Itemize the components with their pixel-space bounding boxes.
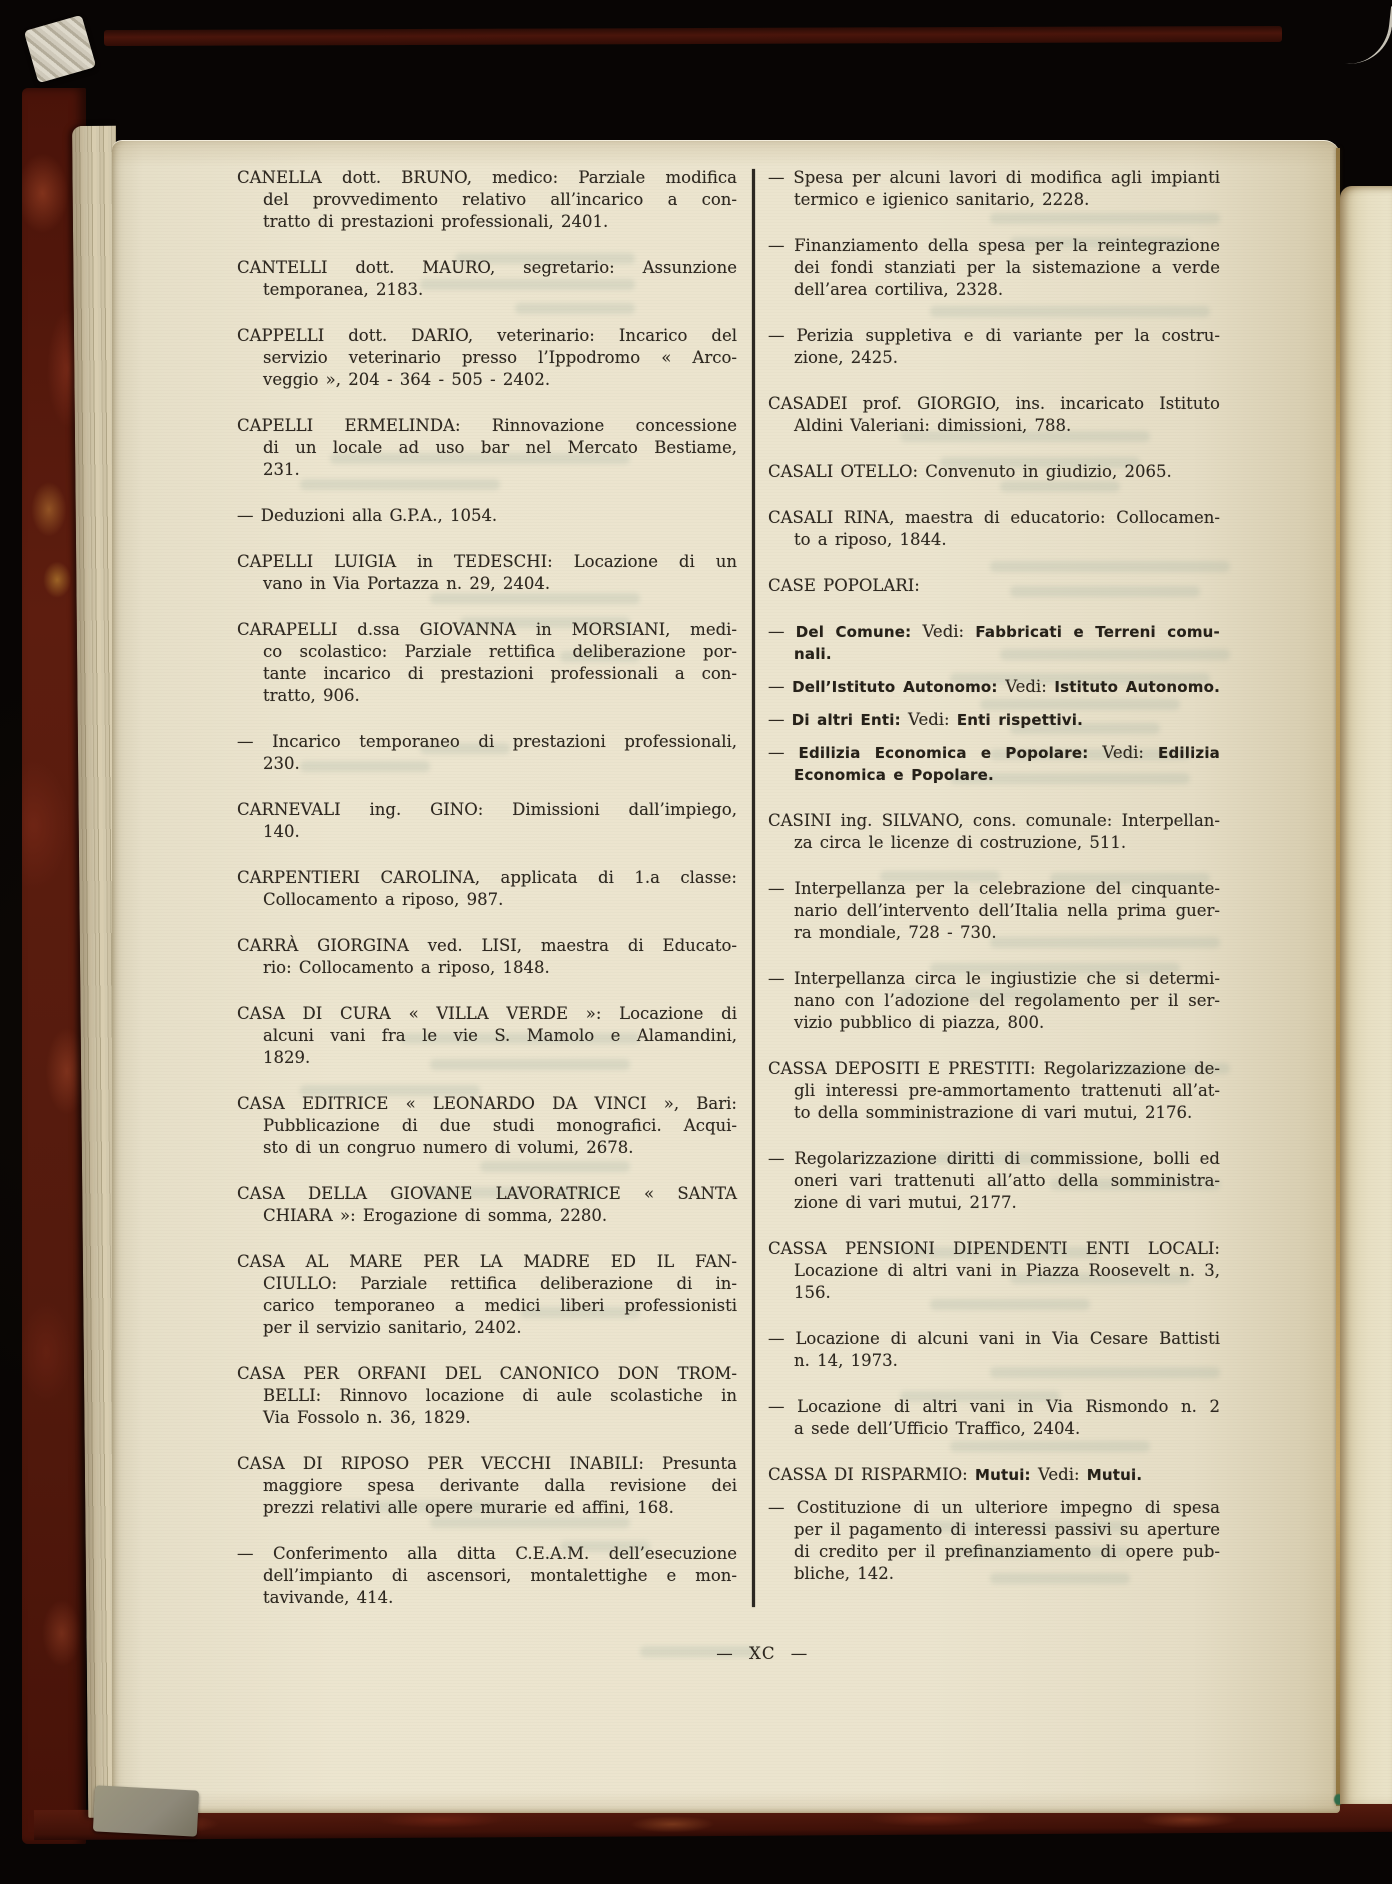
index-entry	[237, 1093, 737, 1159]
printed-line	[237, 731, 737, 753]
printed-line	[237, 663, 737, 685]
text-run: maggiore spesa derivante dalla revisione dei	[263, 1476, 737, 1495]
text-run: oneri vari trattenuti all’atto della somministra-	[794, 1171, 1220, 1190]
printed-line	[768, 990, 1220, 1012]
index-column-left	[237, 167, 737, 1609]
printed-line	[768, 1418, 1220, 1440]
printed-line	[237, 867, 737, 889]
text-run: — Incarico temporaneo di prestazioni professionali,	[237, 732, 737, 751]
text-run: sto di un congruo numero di volumi, 2678.	[263, 1138, 634, 1157]
printed-line	[768, 167, 1220, 189]
printed-line	[768, 764, 1220, 786]
text-run: za circa le licenze di costruzione, 511.	[794, 833, 1127, 852]
index-heading	[768, 575, 1220, 597]
text-run: CASALI RINA, maestra di educatorio: Collocamen-	[768, 508, 1220, 527]
printed-line	[768, 1282, 1220, 1304]
printed-line	[768, 325, 1220, 347]
text-run: vano in Via Portazza n. 29, 2404.	[263, 574, 551, 593]
text-run: — Conferimento alla ditta C.E.A.M. dell’esecuzione	[237, 1544, 737, 1563]
text-run: Pubblicazione di due studi monografici. Acqui-	[263, 1116, 737, 1135]
printed-line	[237, 189, 737, 211]
index-subentry	[237, 731, 737, 775]
index-column-right	[768, 167, 1220, 1585]
printed-line	[237, 167, 737, 189]
text-run: CIULLO: Parziale rettifica deliberazione di in-	[263, 1274, 737, 1293]
index-entry	[768, 461, 1220, 483]
facing-page-sliver	[1340, 186, 1392, 1804]
printed-line	[237, 505, 737, 527]
index-subentry	[768, 676, 1220, 698]
text-run: BELLI: Rinnovo locazione di aule scolastiche in	[263, 1386, 737, 1405]
printed-line	[237, 799, 737, 821]
printed-line	[768, 709, 1220, 731]
index-entry	[768, 393, 1220, 437]
text-run: Del Comune:	[795, 623, 912, 641]
text-run: CASALI OTELLO: Convenuto in giudizio, 2065.	[768, 462, 1172, 481]
printed-line	[237, 641, 737, 663]
printed-line	[237, 1363, 737, 1385]
text-run: — Costituzione di un ulteriore impegno di spesa	[768, 1498, 1220, 1517]
text-run: CASSA PENSIONI DIPENDENTI ENTI LOCALI:	[768, 1239, 1220, 1258]
index-subentry	[768, 878, 1220, 944]
index-subentry	[237, 505, 737, 527]
printed-line	[237, 1565, 737, 1587]
printed-line	[768, 742, 1220, 764]
index-entry	[237, 551, 737, 595]
index-entry	[237, 1003, 737, 1069]
printed-line	[237, 1295, 737, 1317]
text-run: Locazione di altri vani in Piazza Roosevelt n. 3,	[794, 1261, 1220, 1280]
text-run: zione, 2425.	[794, 348, 899, 367]
printed-line	[237, 1003, 737, 1025]
printed-line	[768, 1148, 1220, 1170]
text-run: del provvedimento relativo all’incarico a con-	[263, 190, 737, 209]
printed-line	[237, 957, 737, 979]
index-entry	[237, 867, 737, 911]
text-run: Vedi:	[911, 622, 976, 641]
column-divider-rule	[752, 169, 755, 1607]
text-run: CASSA DEPOSITI E PRESTITI: Regolarizzazione de-	[768, 1059, 1220, 1078]
text-run: to della somministrazione di vari mutui, 2176.	[794, 1103, 1193, 1122]
text-run: Vedi:	[1030, 1465, 1087, 1484]
index-subentry	[768, 621, 1220, 665]
printed-line	[768, 1192, 1220, 1214]
printed-line	[768, 257, 1220, 279]
text-run: CANTELLI dott. MAURO, segretario: Assunzione	[237, 258, 737, 277]
text-run: temporanea, 2183.	[263, 280, 424, 299]
text-run: CARNEVALI ing. GINO: Dimissioni dall’impiego,	[237, 800, 737, 819]
printed-line	[237, 1497, 737, 1519]
text-run: carico temporaneo a medici liberi professionisti	[263, 1296, 737, 1315]
printed-line	[237, 1385, 737, 1407]
printed-line	[768, 1541, 1220, 1563]
text-run: 231.	[263, 460, 300, 479]
text-run: Mutui.	[1086, 1466, 1143, 1484]
text-run: vizio pubblico di piazza, 800.	[794, 1013, 1045, 1032]
text-run: CASA DI RIPOSO PER VECCHI INABILI: Presunta	[237, 1454, 737, 1473]
text-run: n. 14, 1973.	[794, 1351, 898, 1370]
printed-line	[237, 1543, 737, 1565]
printed-line	[768, 968, 1220, 990]
text-run: termico e igienico sanitario, 2228.	[794, 190, 1090, 209]
printed-line	[237, 369, 737, 391]
printed-line	[768, 461, 1220, 483]
index-entry	[237, 167, 737, 233]
text-run: CASINI ing. SILVANO, cons. comunale: Interpellan-	[768, 811, 1220, 830]
text-run: Edilizia	[1158, 744, 1221, 762]
text-run: CAPELLI LUIGIA in TEDESCHI: Locazione di un	[237, 552, 737, 571]
index-entry	[237, 935, 737, 979]
index-subentry	[768, 968, 1220, 1034]
printed-line	[768, 810, 1220, 832]
text-run: CAPPELLI dott. DARIO, veterinario: Incarico del	[237, 326, 737, 345]
printed-line	[768, 529, 1220, 551]
printed-line	[237, 889, 737, 911]
text-run: Collocamento a riposo, 987.	[263, 890, 504, 909]
printed-line	[237, 685, 737, 707]
text-run: Dell’Istituto Autonomo:	[792, 678, 998, 696]
printed-line	[237, 753, 737, 775]
printed-line	[768, 1012, 1220, 1034]
text-run: — Finanziamento della spesa per la reintegrazione	[768, 236, 1220, 255]
text-run: Vedi:	[1088, 743, 1158, 762]
text-run: — Locazione di altri vani in Via Rismondo n. 2	[768, 1397, 1220, 1416]
text-run: per il servizio sanitario, 2402.	[263, 1318, 522, 1337]
text-run: ra mondiale, 728 - 730.	[794, 923, 997, 942]
text-run: dei fondi stanziati per la sistemazione a verde	[794, 258, 1220, 277]
index-subentry	[768, 1396, 1220, 1440]
text-run: di un locale ad uso bar nel Mercato Bestiame,	[263, 438, 737, 457]
text-run: nario dell’intervento dell’Italia nella prima guer-	[794, 901, 1220, 920]
text-run: —	[768, 743, 799, 762]
text-run: Economica e Popolare.	[794, 766, 994, 784]
printed-line	[768, 1328, 1220, 1350]
index-subentry	[768, 1328, 1220, 1372]
text-run: CARRÀ GIORGINA ved. LISI, maestra di Educato-	[237, 936, 737, 955]
printed-line	[768, 279, 1220, 301]
text-run: Di altri Enti:	[791, 711, 901, 729]
printed-line	[768, 393, 1220, 415]
printed-line	[237, 257, 737, 279]
bookmark-ribbon	[24, 15, 97, 83]
text-run: zione di vari mutui, 2177.	[794, 1193, 1017, 1212]
text-run: Fabbricati e Terreni comu-	[975, 623, 1220, 641]
printed-line	[237, 1025, 737, 1047]
text-run: nano con l’adozione del regolamento per il ser-	[794, 991, 1220, 1010]
index-entry	[237, 619, 737, 707]
printed-line	[768, 1497, 1220, 1519]
printed-line	[768, 507, 1220, 529]
index-entry	[768, 1238, 1220, 1304]
text-run: CASADEI prof. GIORGIO, ins. incaricato Istituto	[768, 394, 1220, 413]
text-run: 156.	[794, 1283, 831, 1302]
index-subentry	[768, 742, 1220, 786]
text-run: Enti rispettivi.	[956, 711, 1083, 729]
text-run: di credito per il prefinanziamento di opere pub-	[794, 1542, 1220, 1561]
text-run: CASA DI CURA « VILLA VERDE »: Locazione di	[237, 1004, 737, 1023]
index-subentry	[768, 235, 1220, 301]
text-run: Mutui:	[974, 1466, 1031, 1484]
printed-line	[768, 676, 1220, 698]
index-entry	[237, 1251, 737, 1339]
text-run: — Perizia suppletiva e di variante per la costru-	[768, 326, 1220, 345]
printed-line	[768, 1170, 1220, 1192]
printed-line	[768, 1464, 1220, 1486]
printed-line	[237, 1047, 737, 1069]
printed-line	[237, 1183, 737, 1205]
index-subentry	[768, 325, 1220, 369]
text-run: co scolastico: Parziale rettifica deliberazione por-	[263, 642, 737, 661]
printed-line	[237, 619, 737, 641]
text-run: rio: Collocamento a riposo, 1848.	[263, 958, 550, 977]
left-page	[112, 140, 1340, 1813]
text-run: tratto, 906.	[263, 686, 360, 705]
printed-line	[237, 821, 737, 843]
index-entry	[237, 325, 737, 391]
printed-line	[768, 1102, 1220, 1124]
printed-line	[237, 1115, 737, 1137]
printed-line	[768, 878, 1220, 900]
printed-line	[768, 415, 1220, 437]
printed-line	[237, 437, 737, 459]
index-subentry	[768, 167, 1220, 211]
printed-line	[237, 551, 737, 573]
text-run: to a riposo, 1844.	[794, 530, 947, 549]
printed-line	[768, 1058, 1220, 1080]
text-run: 140.	[263, 822, 300, 841]
printed-line	[237, 1273, 737, 1295]
printed-line	[237, 1137, 737, 1159]
printed-line	[237, 1093, 737, 1115]
index-entry	[237, 799, 737, 843]
index-entry	[768, 1464, 1220, 1486]
index-entry	[237, 1183, 737, 1227]
text-run: Aldini Valeriani: dimissioni, 788.	[794, 416, 1072, 435]
printed-line	[768, 1350, 1220, 1372]
printed-line	[768, 189, 1220, 211]
printed-line	[768, 1238, 1220, 1260]
printed-line	[237, 459, 737, 481]
text-run: — Deduzioni alla G.P.A., 1054.	[237, 506, 498, 525]
text-run: per il pagamento di interessi passivi su aperture	[794, 1520, 1220, 1539]
printed-line	[237, 1251, 737, 1273]
printed-line	[237, 935, 737, 957]
text-run: Via Fossolo n. 36, 1829.	[263, 1408, 471, 1427]
printed-line	[768, 832, 1220, 854]
text-run: Vedi:	[997, 677, 1055, 696]
printed-line	[237, 211, 737, 233]
printed-line	[237, 1475, 737, 1497]
text-run: — Spesa per alcuni lavori di modifica agli impianti	[768, 168, 1220, 187]
text-run: — Locazione di alcuni vani in Via Cesare Battisti	[768, 1329, 1220, 1348]
text-run: CASSA DI RISPARMIO:	[768, 1465, 975, 1484]
printed-line	[237, 1317, 737, 1339]
text-run: Istituto Autonomo.	[1054, 678, 1220, 696]
printed-line	[768, 1519, 1220, 1541]
printed-line	[768, 1260, 1220, 1282]
text-run: tante incarico di prestazioni professionali a con-	[263, 664, 737, 683]
text-run: tavivande, 414.	[263, 1588, 394, 1607]
index-entry	[237, 1453, 737, 1519]
text-run: CARAPELLI d.ssa GIOVANNA in MORSIANI, medi-	[237, 620, 737, 639]
index-entry	[237, 257, 737, 301]
cover-corner-piece	[93, 1785, 199, 1836]
index-subentry	[768, 1148, 1220, 1214]
text-run: CASE POPOLARI:	[768, 576, 920, 595]
printed-line	[237, 573, 737, 595]
index-subentry	[237, 1543, 737, 1609]
page-number: — XC —	[716, 1644, 809, 1663]
index-entry	[237, 1363, 737, 1429]
text-run: 1829.	[263, 1048, 311, 1067]
printed-line	[237, 325, 737, 347]
printed-line	[768, 1563, 1220, 1585]
printed-line	[237, 279, 737, 301]
text-run: CAPELLI ERMELINDA: Rinnovazione concessione	[237, 416, 737, 435]
cover-top-edge	[104, 26, 1282, 46]
text-run: prezzi relativi alle opere murarie ed affini, 168.	[263, 1498, 674, 1517]
printed-line	[768, 1080, 1220, 1102]
text-run: —	[768, 677, 793, 696]
stray-thread	[1345, 2, 1392, 68]
index-entry	[768, 507, 1220, 551]
text-run: alcuni vani fra le vie S. Mamolo e Alamandini,	[263, 1026, 737, 1045]
text-run: 230.	[263, 754, 300, 773]
printed-line	[768, 900, 1220, 922]
text-run: gli interessi pre-ammortamento trattenuti all’at-	[794, 1081, 1220, 1100]
text-run: bliche, 142.	[794, 1564, 894, 1583]
text-run: tratto di prestazioni professionali, 2401.	[263, 212, 609, 231]
text-run: Edilizia Economica e Popolare:	[798, 744, 1089, 762]
text-run: veggio », 204 - 364 - 505 - 2402.	[263, 370, 551, 389]
text-run: CASA PER ORFANI DEL CANONICO DON TROM-	[237, 1364, 737, 1383]
index-entry	[237, 415, 737, 481]
printed-line	[237, 1407, 737, 1429]
index-entry	[768, 810, 1220, 854]
text-run: CANELLA dott. BRUNO, medico: Parziale modifica	[237, 168, 737, 187]
printed-line	[768, 347, 1220, 369]
printed-line	[768, 1396, 1220, 1418]
text-run: — Interpellanza circa le ingiustizie che si determi-	[768, 969, 1220, 988]
text-run: — Regolarizzazione diritti di commissione, bolli ed	[768, 1149, 1220, 1168]
printed-line	[237, 415, 737, 437]
printed-line	[237, 1205, 737, 1227]
printed-line	[768, 235, 1220, 257]
text-run: Vedi:	[900, 710, 957, 729]
text-run: — Interpellanza per la celebrazione del cinquante-	[768, 879, 1220, 898]
text-run: —	[768, 710, 792, 729]
printed-line	[768, 621, 1220, 643]
text-run: CARPENTIERI CAROLINA, applicata di 1.a classe:	[237, 868, 737, 887]
text-run: nali.	[794, 645, 832, 663]
text-run: CASA EDITRICE « LEONARDO DA VINCI », Bari:	[237, 1094, 737, 1113]
printed-line	[768, 922, 1220, 944]
index-subentry	[768, 709, 1220, 731]
printed-line	[768, 643, 1220, 665]
index-subentry	[768, 1497, 1220, 1585]
text-run: a sede dell’Ufficio Traffico, 2404.	[794, 1419, 1081, 1438]
index-entry	[768, 1058, 1220, 1124]
text-run: CASA AL MARE PER LA MADRE ED IL FAN-	[237, 1252, 737, 1271]
text-run: dell’impianto di ascensori, montalettighe e mon-	[263, 1566, 737, 1585]
printed-line	[237, 1453, 737, 1475]
printed-line	[237, 1587, 737, 1609]
text-run: dell’area cortiliva, 2328.	[794, 280, 1004, 299]
text-run: —	[768, 622, 796, 641]
printed-line	[768, 575, 1220, 597]
printed-line	[237, 347, 737, 369]
text-run: CASA DELLA GIOVANE LAVORATRICE « SANTA	[237, 1184, 737, 1203]
text-run: CHIARA »: Erogazione di somma, 2280.	[263, 1206, 608, 1225]
text-run: servizio veterinario presso l’Ippodromo « Arco-	[263, 348, 737, 367]
